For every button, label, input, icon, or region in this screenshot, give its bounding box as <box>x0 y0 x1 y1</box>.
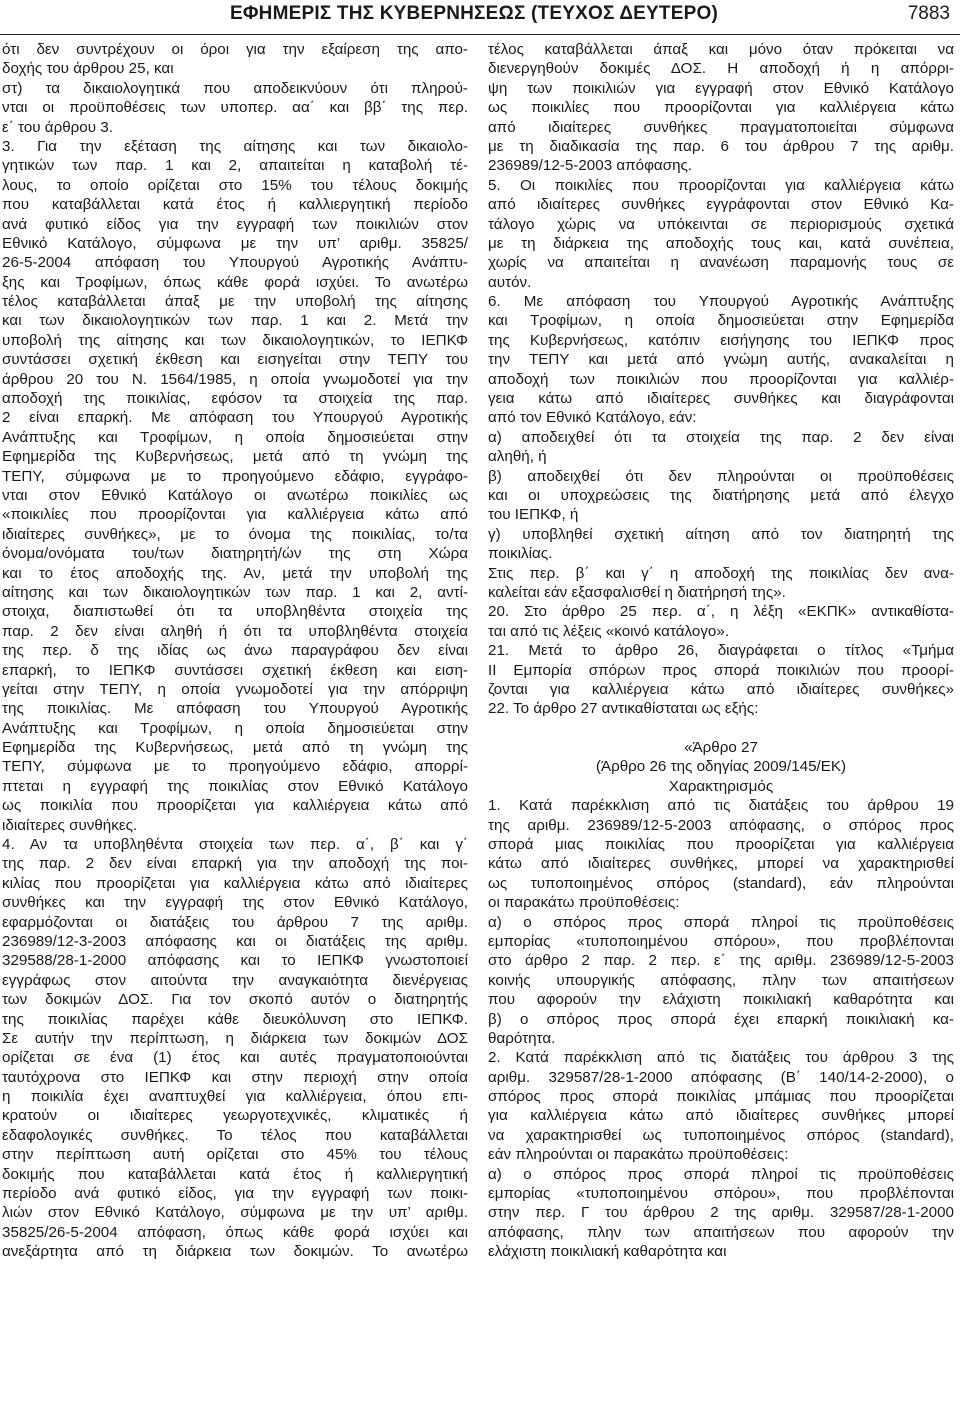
text-line: ιδιαίτερες συνθήκες», με το όνομα της ποικιλίας, το/τα <box>2 525 468 543</box>
text-line: αριθμ. 329587/28-1-2000 απόφασης (Β΄ 140/14-2-2000), ο <box>488 1068 954 1086</box>
text-line: διενεργηθούν δοκιμές ΔΟΣ. Η αποδοχή ή η απόρρι- <box>488 60 954 78</box>
text-line <box>488 719 954 738</box>
text-line: γητικών των παρ. 1 και 2, απαιτείται η καταβολή τέ- <box>2 157 468 175</box>
header-divider <box>0 34 960 35</box>
text-line: επαρκή, το ΙΕΠΚΦ συντάσσει σχετική έκθεση και ειση- <box>2 661 468 679</box>
text-line: δοκιμής που καταβάλλεται κατά έτος ή καλλιεργητική <box>2 1165 468 1183</box>
text-line: από τον Εθνικό Κατάλογο, εάν: <box>488 409 697 427</box>
text-line: κάτω από ιδιαίτερες συνθήκες, μπορεί να χαρακτηρισθεί <box>488 855 954 873</box>
text-line: της περ. δ της ιδίας ως άνω παραγράφου δεν είναι <box>2 642 468 660</box>
text-line: ότι δεν συντρέχουν οι όροι για την εξαίρεση της απο- <box>2 41 468 58</box>
text-line: ως ποικιλίες που προορίζονται για καλλιέργεια κάτω <box>488 99 954 117</box>
text-line: 20. Στο άρθρο 25 περ. α΄, η λέξη «ΕΚΠΚ» αντικαθίστα- <box>488 603 954 621</box>
text-line: την ΤΕΠΥ και μετά από γνώμη αυτής, ανακαλείται η <box>488 351 954 369</box>
page-header <box>0 0 960 34</box>
text-line: ελάχιστη ποικιλιακή καθαρότητα και <box>488 1243 727 1261</box>
text-line: συνθήκες και την εγγραφή της στον Εθνικό Κατάλογο, <box>2 894 468 912</box>
text-line: άρθρου 20 του Ν. 1564/1985, η οποία γνωμοδοτεί για την <box>2 370 468 388</box>
left-column <box>2 40 468 1262</box>
text-line: ε΄ του άρθρου 3. <box>2 118 113 136</box>
text-line: 5. Οι ποικιλίες που προορίζονται για καλλιέργεια κάτω <box>488 176 954 194</box>
text-line: γ) υποβληθεί σχετική αίτηση από τον διατηρητή της <box>488 525 954 543</box>
text-line: αποδοχή των ποικιλιών που προορίζονται για καλλιέρ- <box>488 370 954 388</box>
right-column <box>488 40 954 1262</box>
text-line: ιδιαίτερες συνθήκες. <box>2 816 138 834</box>
text-line: γεια κάτω από ιδιαίτερες συνθήκες και διαγράφονται <box>488 390 954 408</box>
text-line: στο άρθρο 2 παρ. 2 περ. ε΄ της αριθμ. 236989/12-5-2003 <box>488 952 954 970</box>
text-line: ορίζεται σε ένα (1) έτος και αυτές πραγματοποιούνται <box>2 1049 468 1067</box>
text-line: εμπορίας «τυποποιημένου σπόρου», που προβλέπονται <box>488 1185 954 1203</box>
text-line: ως τυποποιημένος σπόρος (standard), εάν πληρούνται <box>488 874 954 892</box>
text-line: τέλος καταβάλλεται άπαξ με την υποβολή της αίτησης <box>2 293 468 311</box>
text-line: παρ. 2 δεν είναι αληθή ή ότι τα υποβληθέντα στοιχεία <box>2 622 468 640</box>
text-line: ανά φυτικό είδος για την εγγραφή των ποικιλιών στον <box>2 215 468 233</box>
text-line: εγγράφως στον αιτούντα την αναγκαιότητα διενέργειας <box>2 971 468 989</box>
text-line: Σε αυτήν την περίπτωση, η διάρκεια των δοκιμών ΔΟΣ <box>2 1029 468 1047</box>
text-line: Στις περ. β΄ και γ΄ η αποδοχή της ποικιλίας δεν ανα- <box>488 564 954 582</box>
text-line: Εφημερίδα της Κυβερνήσεως, μετά από τη γνώμη της <box>2 739 468 757</box>
text-line: εδαφολογικές συνθήκες. Το τέλος που καταβάλλεται <box>2 1126 468 1144</box>
text-line: ως ποικιλία που προορίζεται για καλλιέργεια κάτω από <box>2 797 468 815</box>
text-line: ποικιλίας. <box>488 545 553 563</box>
text-line: που αφορούν την ελάχιστη ποικιλιακή καθαρότητα και <box>488 991 954 1009</box>
text-line: χωρίς να απαιτείται η ανανέωση παραμονής τους σε <box>488 254 954 272</box>
text-line: και το έτος αποδοχής της. Αν, μετά την υποβολή της <box>2 564 468 582</box>
text-line: και οι υποχρεώσεις της διατήρησης μετά από έλεγχο <box>488 486 954 504</box>
text-line: στην περίπτωση αυτή ορίζεται στο 45% του τέλους <box>2 1146 468 1164</box>
text-line: «Άρθρο 27 <box>684 739 758 757</box>
text-line: της ποικιλίας. Με απόφαση του Υπουργού Αγροτικής <box>2 700 468 718</box>
text-line: με τη διαδικασία της παρ. 6 του άρθρου 7 της αριθμ. <box>488 137 954 155</box>
text-line: εάν πληρούνται οι παρακάτω προϋποθέσεις: <box>488 1146 789 1164</box>
text-line: 2 είναι επαρκή. Με απόφαση του Υπουργού Αγροτικής <box>2 409 468 427</box>
text-line: εφαρμόζονται οι διατάξεις του άρθρου 7 της αριθμ. <box>2 913 468 931</box>
text-line: αίτησης και των δικαιολογητικών των παρ. 1 και 2, αντί- <box>2 583 468 601</box>
text-line: με τη διάρκεια της αποδοχής τους και, κατά συνέπεια, <box>488 234 954 252</box>
text-line: α) ο σπόρος προς σπορά πληροί τις προϋποθέσεις <box>488 913 954 931</box>
text-line: για καλλιέργεια κάτω από ιδιαίτερες συνθήκες μπορεί <box>488 1107 954 1125</box>
text-line: 236989/12-5-2003 απόφασης. <box>488 157 693 175</box>
text-line: νται οι προϋποθέσεις των υποπερ. αα΄ και ββ΄ της περ. <box>2 99 468 117</box>
text-line: σπορά μιας ποικιλίας που προορίζεται για καλλιέργεια <box>488 836 954 854</box>
text-line: Ανάπτυξης και Τροφίμων, η οποία δημοσιεύεται στην <box>2 719 468 737</box>
text-line: ξης και Τροφίμων, όπως κάθε φορά ισχύει. Το ανωτέρω <box>2 273 468 291</box>
text-line: αποδοχή της ποικιλίας, εφόσον τα στοιχεία της παρ. <box>2 390 468 408</box>
text-line: εμπορίας «τυποποιημένου σπόρου», που προβλέπονται <box>488 932 954 950</box>
text-line: τέλος καταβάλλεται άπαξ και μόνο όταν πρόκειται να <box>488 41 954 58</box>
text-line: 4. Αν τα υποβληθέντα στοιχεία των περ. α΄, β΄ και γ΄ <box>2 836 468 854</box>
text-line: αληθή, ή <box>488 448 547 466</box>
text-line: α) αποδειχθεί ότι τα στοιχεία της παρ. 2 δεν είναι <box>488 428 954 446</box>
text-line: υποβολή της αίτησης και των δικαιολογητικών, το ΙΕΠΚΦ <box>2 331 468 349</box>
text-line: 35825/26-5-2004 απόφαση, όπως κάθε φορά ισχύει και <box>2 1223 468 1241</box>
text-line: θαρότητα. <box>488 1029 556 1047</box>
text-line: 6. Με απόφαση του Υπουργού Αγροτικής Ανάπτυξης <box>488 293 954 311</box>
gazette-title: ΕΦΗΜΕΡΙΣ ΤΗΣ ΚΥΒΕΡΝΗΣΕΩΣ (ΤΕΥΧΟΣ ΔΕΥΤΕΡΟ) <box>230 3 718 24</box>
text-line: κιλίας που προορίζεται για καλλιέργεια κάτω από ιδιαίτερες <box>2 874 468 892</box>
text-line: 329588/28-1-2000 απόφασης και το ΙΕΠΚΦ γνωστοποιεί <box>2 952 468 970</box>
text-line: ανεξάρτητα από τη διάρκεια των δοκιμών. Το ανωτέρω <box>2 1243 468 1261</box>
text-line: της ποικιλίας παρέχει κάθε διευκόλυνση στο ΙΕΠΚΦ. <box>2 1010 468 1028</box>
text-line: καλείται εάν εξασφαλισθεί η διατήρησή της». <box>488 583 786 601</box>
text-line: περίοδο ανά φυτικό είδος, για την εγγραφή των ποικι- <box>2 1185 468 1203</box>
text-line: στην περ. Γ του άρθρου 2 της αριθμ. 329587/28-1-2000 <box>488 1204 954 1222</box>
text-line: συντάσσει σχετική έκθεση και εισηγείται στην ΤΕΠΥ του <box>2 351 468 369</box>
text-line: σπόρος προς σπορά ποικιλίας μπάμιας που προορίζεται <box>488 1088 954 1106</box>
text-line: του ΙΕΠΚΦ, ή <box>488 506 579 524</box>
text-line: απόφασης, πλην των απαιτήσεων που αφορούν την <box>488 1223 954 1241</box>
text-line: οι παρακάτω προϋποθέσεις: <box>488 894 680 912</box>
text-line: 3. Για την εξέταση της αίτησης και των δικαιολο- <box>2 137 468 155</box>
text-line: νται στον Εθνικό Κατάλογο οι ανωτέρω ποικιλίες ως <box>2 486 468 504</box>
text-line: 1. Κατά παρέκκλιση από τις διατάξεις του άρθρου 19 <box>488 797 954 815</box>
text-line: όνομα/ονόματα του/των διατηρητή/ών της στη Χώρα <box>2 545 468 563</box>
text-line: που καταβάλλεται κατά έτος ή καλλιεργητική περίοδο <box>2 196 468 214</box>
text-line: Εφημερίδα της Κυβερνήσεως, μετά από τη γνώμη της <box>2 448 468 466</box>
text-line: ΤΕΠΥ, σύμφωνα με το προηγούμενο εδάφιο, απορρί- <box>2 758 468 776</box>
text-line: (Άρθρο 26 της οδηγίας 2009/145/ΕΚ) <box>595 758 847 776</box>
text-line: Ανάπτυξης και Τροφίμων, η οποία δημοσιεύεται στην <box>2 428 468 446</box>
text-line: λους, το οποίο ορίζεται στο 15% του τέλους δοκιμής <box>2 176 468 194</box>
text-line: κρατούν οι ιδιαίτερες γεωργοτεχνικές, κλιματικές ή <box>2 1107 468 1125</box>
text-line: β) ο σπόρος προς σπορά έχει επαρκή ποικιλιακή κα- <box>488 1010 954 1028</box>
text-line: ΙΙ Εμπορία σπόρων προς σπορά ποικιλιών που προορί- <box>488 661 954 679</box>
text-line: ταυτόχρονα στο ΙΕΠΚΦ και στην περιοχή στην οποία <box>2 1068 468 1086</box>
text-line: της παρ. 2 δεν είναι επαρκή για την αποδοχή της ποι- <box>2 855 468 873</box>
text-line: να χαρακτηρισθεί ως τυποποιημένος σπόρος (standard), <box>488 1126 954 1144</box>
text-line: γείται στην ΤΕΠΥ, η οποία γνωμοδοτεί για την απόρριψη <box>2 680 468 698</box>
text-line: της Κυβερνήσεως, κατόπιν εισήγησης του ΙΕΠΚΦ προς <box>488 331 954 349</box>
text-line: ψη των ποικιλιών για εγγραφή στον Εθνικό Κατάλογο <box>488 79 954 97</box>
text-line: πτεται η εγγραφή της ποικιλίας στον Εθνικό Κατάλογο <box>2 777 468 795</box>
text-line: από ιδιαίτερες συνθήκες εγγράφονται στον Εθνικό Κα- <box>488 196 954 214</box>
text-line: της αριθμ. 236989/12-5-2003 απόφασης, ο σπόρος προς <box>488 816 954 834</box>
text-line: 236989/12-3-2003 απόφασης και οι διατάξεις της αριθμ. <box>2 932 468 950</box>
text-line: ζονται για καλλιέργεια κάτω από ιδιαίτερες συνθήκες» <box>488 680 954 698</box>
text-line: στ) τα δικαιολογητικά που αποδεικνύουν ότι πληρού- <box>2 79 468 97</box>
text-line: 22. Το άρθρο 27 αντικαθίσταται ως εξής: <box>488 700 759 718</box>
text-line: 2. Κατά παρέκκλιση από τις διατάξεις του άρθρου 3 της <box>488 1049 954 1067</box>
text-line: στοιχα, διαπιστωθεί ότι τα υποβληθέντα στοιχεία της <box>2 603 468 621</box>
text-line: λιών στον Εθνικό Κατάλογο, σύμφωνα με την υπ’ αριθμ. <box>2 1204 468 1222</box>
text-line: «ποικιλίες που προορίζονται για καλλιέργεια κάτω από <box>2 506 468 524</box>
text-line: και Τροφίμων, η οποία δημοσιεύεται στην Εφημερίδα <box>488 312 954 330</box>
text-line: ται από τις λέξεις «κοινό κατάλογο». <box>488 622 730 640</box>
text-line: δοχής του άρθρου 25, και <box>2 60 174 78</box>
text-line: Εθνικό Κατάλογο, σύμφωνα με την υπ’ αριθμ. 35825/ <box>2 234 468 252</box>
text-line: η ποικιλία έχει αναπτυχθεί για καλλιέργεια, όπου επι- <box>2 1088 468 1106</box>
text-line: ΤΕΠΥ, σύμφωνα με το προηγούμενο εδάφιο, εγγράφο- <box>2 467 468 485</box>
text-line: κοινής υπουργικής απόφασης, πλην των απαιτήσεων <box>488 971 954 989</box>
text-line: Χαρακτηρισμός <box>668 777 774 795</box>
text-line: από ιδιαίτερες συνθήκες πραγματοποιείται σύμφωνα <box>488 118 954 136</box>
text-line: αυτόν. <box>488 273 532 291</box>
text-line: β) αποδειχθεί ότι δεν πληρούνται οι προϋποθέσεις <box>488 467 954 485</box>
text-line: και των δικαιολογητικών των παρ. 1 και 2. Μετά την <box>2 312 468 330</box>
text-line: α) ο σπόρος προς σπορά πληροί τις προϋποθέσεις <box>488 1165 954 1183</box>
text-line: των δοκιμών ΔΟΣ. Για τον σκοπό αυτόν ο διατηρητής <box>2 991 468 1009</box>
text-line: 26-5-2004 απόφαση του Υπουργού Αγροτικής Ανάπτυ- <box>2 254 468 272</box>
page-number: 7883 <box>907 3 950 24</box>
text-line: 21. Μετά το άρθρο 26, διαγράφεται ο τίτλος «Τμήμα <box>488 642 954 660</box>
text-line: τάλογο χώρις να υπόκεινται σε περιορισμούς σχετικά <box>488 215 954 233</box>
